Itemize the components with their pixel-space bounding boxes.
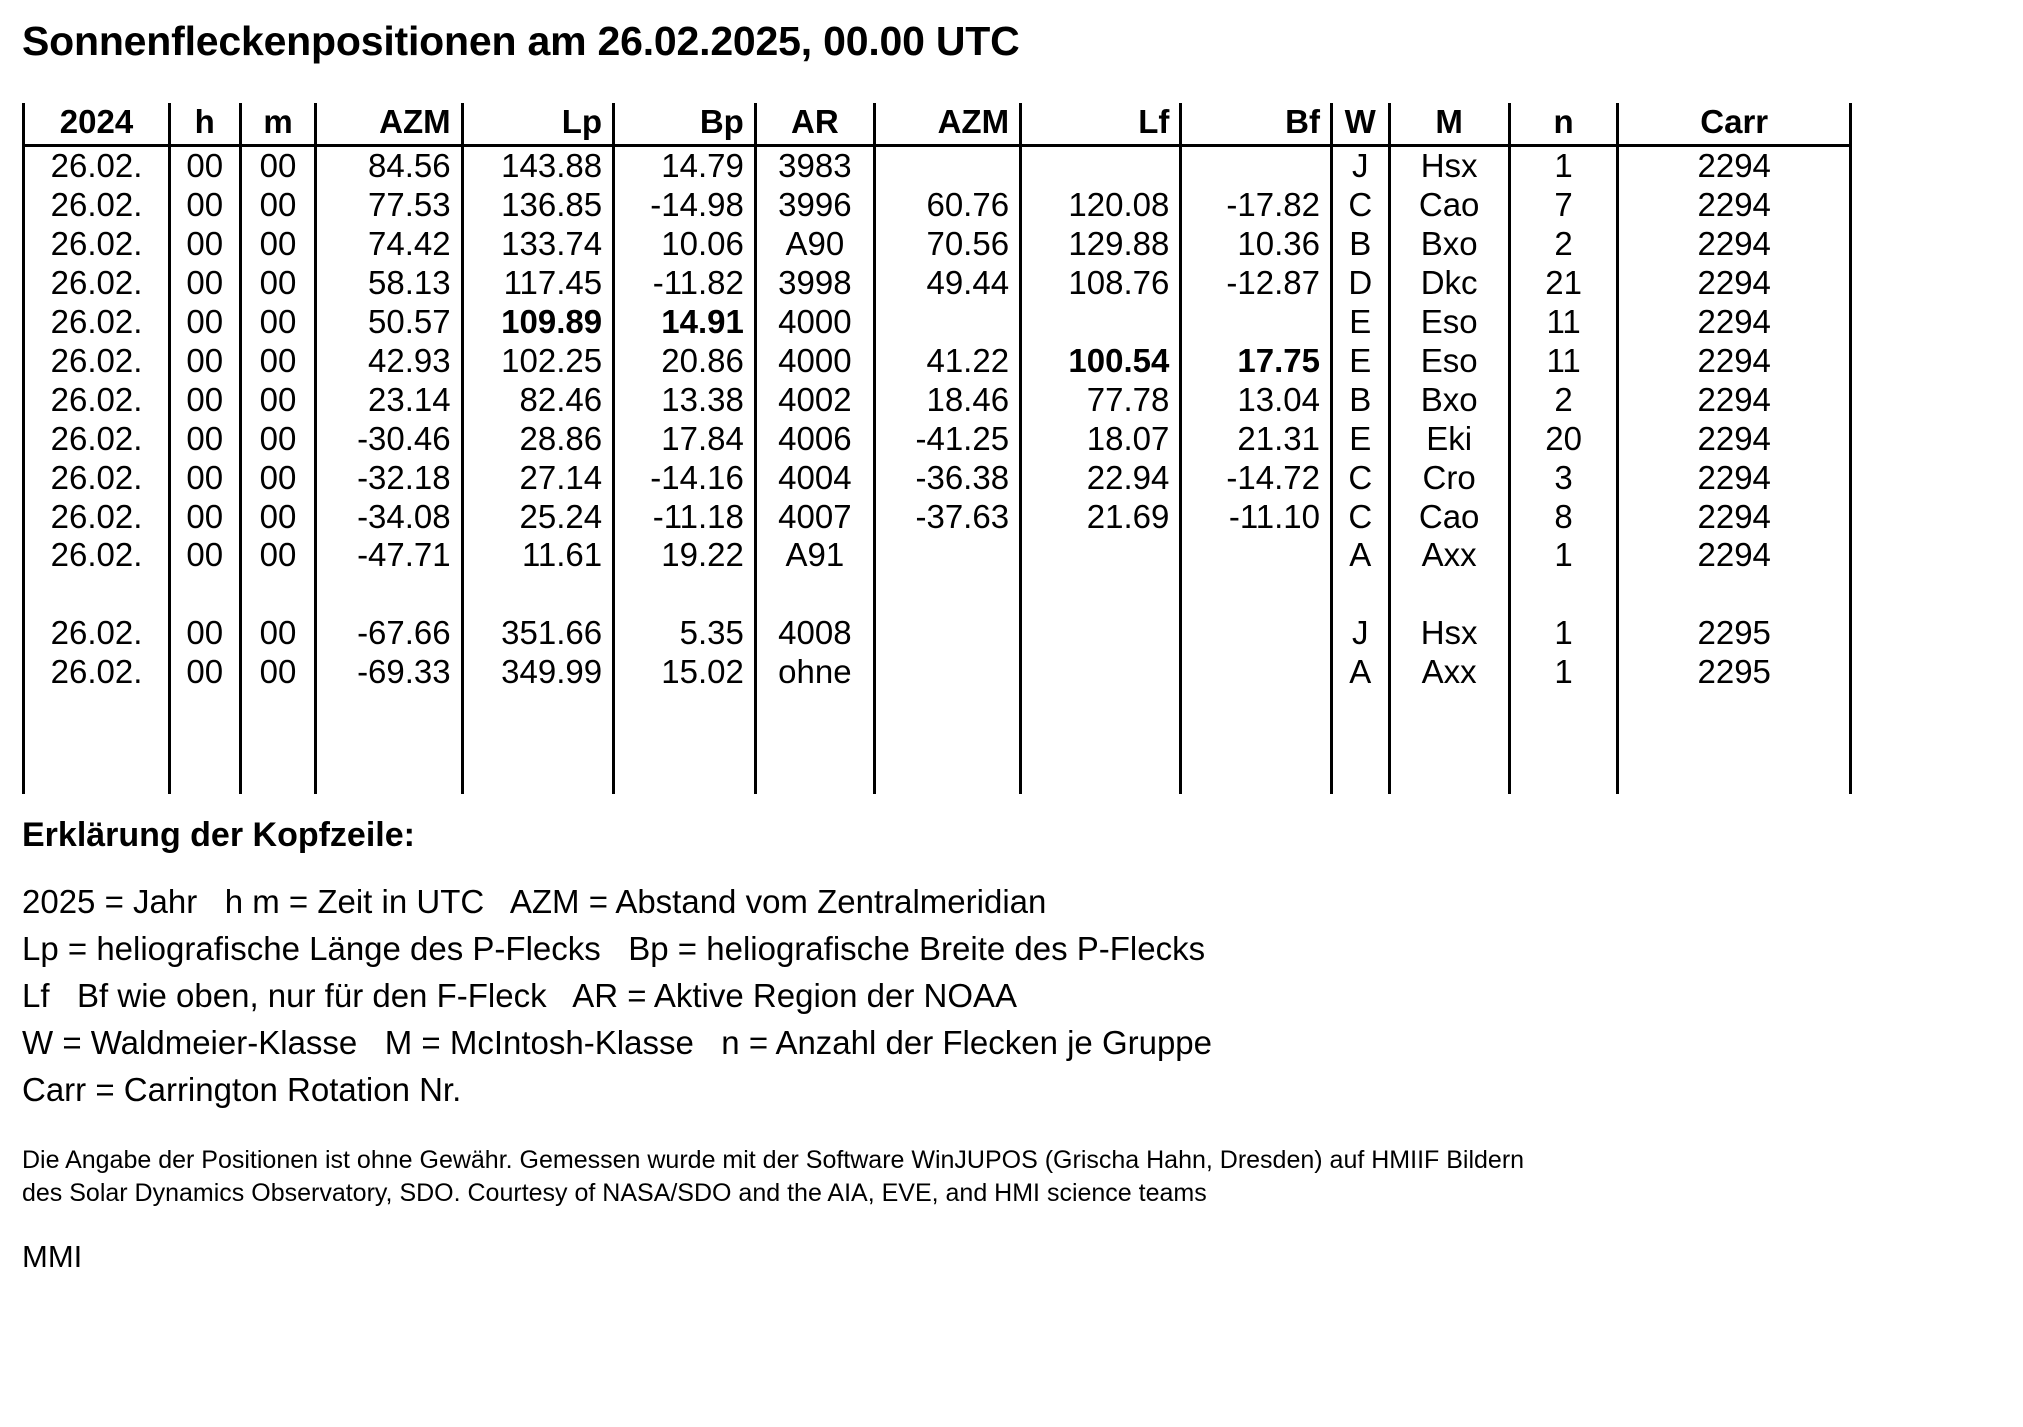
tail-cell	[462, 692, 613, 794]
table-row	[24, 536, 1851, 575]
cell-lp-4: 143.88	[462, 145, 613, 185]
cell-bf-9: -11.10	[1181, 498, 1332, 537]
cell-h-1: 00	[169, 225, 240, 264]
legend-line-5: Carr = Carrington Rotation Nr.	[22, 1070, 462, 1108]
cell-n-12: 8	[1509, 498, 1618, 537]
cell-m-11: Hsx	[1389, 614, 1509, 653]
cell-ar-6: 3996	[755, 186, 874, 225]
spacer-cell	[24, 575, 170, 614]
cell-n-12: 2	[1509, 381, 1618, 420]
cell-m-2: 00	[240, 145, 316, 185]
cell-bf-9	[1181, 536, 1332, 575]
cell-m-2: 00	[240, 614, 316, 653]
spacer-cell	[1021, 575, 1181, 614]
column-header-azm-7: AZM	[874, 103, 1020, 145]
cell-carr-13: 2294	[1618, 459, 1851, 498]
cell-m-11: Dkc	[1389, 264, 1509, 303]
cell-m-2: 00	[240, 536, 316, 575]
cell-bf-9: -17.82	[1181, 186, 1332, 225]
cell-n-12: 1	[1509, 653, 1618, 692]
cell-2024-0: 26.02.	[24, 459, 170, 498]
column-header-ar-6: AR	[755, 103, 874, 145]
cell-w-10: C	[1331, 459, 1389, 498]
cell-lf-8: 18.07	[1021, 420, 1181, 459]
cell-carr-13: 2294	[1618, 145, 1851, 185]
table-row	[24, 614, 1851, 653]
cell-lf-8: 108.76	[1021, 264, 1181, 303]
legend-heading: Erklärung der Kopfzeile:	[22, 816, 415, 855]
tail-cell	[24, 692, 170, 794]
cell-h-1: 00	[169, 498, 240, 537]
cell-w-10: C	[1331, 498, 1389, 537]
table-row	[24, 459, 1851, 498]
table-body	[24, 145, 1851, 794]
cell-2024-0: 26.02.	[24, 498, 170, 537]
cell-2024-0: 26.02.	[24, 145, 170, 185]
column-header-m-11: M	[1389, 103, 1509, 145]
cell-m-2: 00	[240, 498, 316, 537]
cell-bf-9	[1181, 653, 1332, 692]
spacer-cell	[1331, 575, 1389, 614]
cell-bp-5: 14.91	[614, 303, 756, 342]
cell-lf-8	[1021, 303, 1181, 342]
cell-lf-8: 22.94	[1021, 459, 1181, 498]
cell-azm-3: 42.93	[316, 342, 462, 381]
spacer-cell	[462, 575, 613, 614]
cell-bf-9: -12.87	[1181, 264, 1332, 303]
cell-w-10: C	[1331, 186, 1389, 225]
cell-h-1: 00	[169, 420, 240, 459]
cell-bf-9: 13.04	[1181, 381, 1332, 420]
cell-h-1: 00	[169, 342, 240, 381]
cell-ar-6: 4004	[755, 459, 874, 498]
signature: MMI	[22, 1238, 83, 1274]
cell-lf-8: 120.08	[1021, 186, 1181, 225]
cell-azm-7	[874, 303, 1020, 342]
cell-ar-6: 4000	[755, 303, 874, 342]
cell-azm-3: 23.14	[316, 381, 462, 420]
table-tail-row	[24, 692, 1851, 794]
tail-cell	[614, 692, 756, 794]
cell-m-2: 00	[240, 264, 316, 303]
cell-2024-0: 26.02.	[24, 225, 170, 264]
cell-h-1: 00	[169, 145, 240, 185]
cell-azm-3: -69.33	[316, 653, 462, 692]
cell-2024-0: 26.02.	[24, 264, 170, 303]
cell-carr-13: 2294	[1618, 342, 1851, 381]
cell-m-11: Bxo	[1389, 381, 1509, 420]
table-row	[24, 186, 1851, 225]
column-header-azm-3: AZM	[316, 103, 462, 145]
tail-cell	[1618, 692, 1851, 794]
tail-cell	[240, 692, 316, 794]
cell-lp-4: 117.45	[462, 264, 613, 303]
legend-line-3: Lf Bf wie oben, nur für den F-Fleck AR = Aktive Region der NOAA	[22, 977, 1018, 1015]
cell-azm-7: -41.25	[874, 420, 1020, 459]
tail-cell	[1021, 692, 1181, 794]
cell-ar-6: 4008	[755, 614, 874, 653]
legend-line-1: 2025 = Jahr h m = Zeit in UTC AZM = Abstand vom Zentralmeridian	[22, 883, 1047, 921]
column-header-w-10: W	[1331, 103, 1389, 145]
cell-azm-3: 77.53	[316, 186, 462, 225]
cell-h-1: 00	[169, 186, 240, 225]
cell-azm-7	[874, 536, 1020, 575]
sunspot-positions-table	[22, 103, 1852, 794]
cell-m-11: Eso	[1389, 342, 1509, 381]
cell-ar-6: 4006	[755, 420, 874, 459]
cell-h-1: 00	[169, 459, 240, 498]
cell-azm-3: -34.08	[316, 498, 462, 537]
cell-2024-0: 26.02.	[24, 653, 170, 692]
table-row	[24, 653, 1851, 692]
cell-lp-4: 136.85	[462, 186, 613, 225]
cell-m-11: Cao	[1389, 498, 1509, 537]
cell-bf-9	[1181, 303, 1332, 342]
cell-carr-13: 2294	[1618, 264, 1851, 303]
cell-azm-3: 50.57	[316, 303, 462, 342]
table-row	[24, 145, 1851, 185]
cell-azm-7: -37.63	[874, 498, 1020, 537]
spacer-cell	[1509, 575, 1618, 614]
cell-2024-0: 26.02.	[24, 381, 170, 420]
cell-lp-4: 351.66	[462, 614, 613, 653]
cell-2024-0: 26.02.	[24, 186, 170, 225]
column-header-bf-9: Bf	[1181, 103, 1332, 145]
cell-lp-4: 27.14	[462, 459, 613, 498]
cell-w-10: E	[1331, 420, 1389, 459]
cell-azm-7: 60.76	[874, 186, 1020, 225]
cell-2024-0: 26.02.	[24, 303, 170, 342]
cell-lf-8	[1021, 145, 1181, 185]
tail-cell	[1389, 692, 1509, 794]
cell-azm-3: 74.42	[316, 225, 462, 264]
table-row	[24, 264, 1851, 303]
cell-n-12: 11	[1509, 342, 1618, 381]
cell-ar-6: 3983	[755, 145, 874, 185]
cell-azm-7: 41.22	[874, 342, 1020, 381]
tail-cell	[755, 692, 874, 794]
legend-block	[22, 879, 2023, 1113]
cell-bf-9	[1181, 614, 1332, 653]
cell-m-11: Axx	[1389, 653, 1509, 692]
column-header-h-1: h	[169, 103, 240, 145]
cell-lp-4: 11.61	[462, 536, 613, 575]
column-header-m-2: m	[240, 103, 316, 145]
cell-m-11: Hsx	[1389, 145, 1509, 185]
cell-n-12: 20	[1509, 420, 1618, 459]
cell-w-10: D	[1331, 264, 1389, 303]
cell-azm-3: -67.66	[316, 614, 462, 653]
cell-m-11: Cao	[1389, 186, 1509, 225]
cell-2024-0: 26.02.	[24, 536, 170, 575]
cell-2024-0: 26.02.	[24, 342, 170, 381]
cell-ar-6: 4002	[755, 381, 874, 420]
cell-lp-4: 109.89	[462, 303, 613, 342]
cell-m-11: Eki	[1389, 420, 1509, 459]
cell-n-12: 11	[1509, 303, 1618, 342]
cell-azm-3: 84.56	[316, 145, 462, 185]
cell-m-2: 00	[240, 459, 316, 498]
cell-m-11: Cro	[1389, 459, 1509, 498]
spacer-cell	[316, 575, 462, 614]
cell-bp-5: 14.79	[614, 145, 756, 185]
cell-w-10: B	[1331, 381, 1389, 420]
table-row	[24, 381, 1851, 420]
cell-lf-8: 129.88	[1021, 225, 1181, 264]
page-title: Sonnenfleckenpositionen am 26.02.2025, 00.00 UTC	[22, 18, 1020, 64]
cell-azm-7: -36.38	[874, 459, 1020, 498]
tail-cell	[169, 692, 240, 794]
table-row	[24, 498, 1851, 537]
cell-azm-3: -32.18	[316, 459, 462, 498]
cell-n-12: 1	[1509, 614, 1618, 653]
table-header-row	[24, 103, 1851, 145]
cell-bp-5: 15.02	[614, 653, 756, 692]
cell-lp-4: 28.86	[462, 420, 613, 459]
cell-azm-7	[874, 614, 1020, 653]
cell-azm-3: -30.46	[316, 420, 462, 459]
cell-w-10: B	[1331, 225, 1389, 264]
cell-n-12: 21	[1509, 264, 1618, 303]
cell-n-12: 1	[1509, 145, 1618, 185]
cell-2024-0: 26.02.	[24, 614, 170, 653]
spacer-cell	[874, 575, 1020, 614]
cell-h-1: 00	[169, 614, 240, 653]
cell-carr-13: 2294	[1618, 186, 1851, 225]
cell-m-2: 00	[240, 303, 316, 342]
disclaimer-block	[22, 1144, 2023, 1211]
cell-bp-5: 20.86	[614, 342, 756, 381]
spacer-cell	[1181, 575, 1332, 614]
cell-m-11: Axx	[1389, 536, 1509, 575]
cell-n-12: 7	[1509, 186, 1618, 225]
cell-2024-0: 26.02.	[24, 420, 170, 459]
column-header-carr-13: Carr	[1618, 103, 1851, 145]
cell-carr-13: 2294	[1618, 225, 1851, 264]
table-row	[24, 420, 1851, 459]
cell-carr-13: 2294	[1618, 498, 1851, 537]
cell-m-2: 00	[240, 420, 316, 459]
tail-cell	[316, 692, 462, 794]
cell-w-10: A	[1331, 536, 1389, 575]
cell-h-1: 00	[169, 303, 240, 342]
cell-lf-8: 77.78	[1021, 381, 1181, 420]
cell-w-10: J	[1331, 614, 1389, 653]
cell-bp-5: 17.84	[614, 420, 756, 459]
tail-cell	[1181, 692, 1332, 794]
legend-line-2: Lp = heliografische Länge des P-Flecks Bp = heliografische Breite des P-Flecks	[22, 930, 1206, 968]
cell-lp-4: 25.24	[462, 498, 613, 537]
cell-bp-5: 13.38	[614, 381, 756, 420]
column-header-2024-0: 2024	[24, 103, 170, 145]
cell-ar-6: ohne	[755, 653, 874, 692]
cell-azm-7: 18.46	[874, 381, 1020, 420]
table-row	[24, 342, 1851, 381]
cell-ar-6: 3998	[755, 264, 874, 303]
cell-w-10: J	[1331, 145, 1389, 185]
legend-line-4: W = Waldmeier-Klasse M = McIntosh-Klasse n = Anzahl der Flecken je Gruppe	[22, 1023, 1213, 1061]
cell-azm-3: 58.13	[316, 264, 462, 303]
spacer-cell	[614, 575, 756, 614]
cell-carr-13: 2294	[1618, 381, 1851, 420]
cell-lf-8	[1021, 653, 1181, 692]
cell-lf-8: 21.69	[1021, 498, 1181, 537]
column-header-lf-8: Lf	[1021, 103, 1181, 145]
cell-lp-4: 133.74	[462, 225, 613, 264]
cell-lf-8	[1021, 614, 1181, 653]
cell-lp-4: 102.25	[462, 342, 613, 381]
cell-bp-5: 10.06	[614, 225, 756, 264]
cell-h-1: 00	[169, 264, 240, 303]
cell-bp-5: -11.18	[614, 498, 756, 537]
cell-ar-6: 4000	[755, 342, 874, 381]
cell-carr-13: 2294	[1618, 420, 1851, 459]
cell-lp-4: 82.46	[462, 381, 613, 420]
cell-bf-9: -14.72	[1181, 459, 1332, 498]
column-header-bp-5: Bp	[614, 103, 756, 145]
cell-n-12: 2	[1509, 225, 1618, 264]
cell-azm-7	[874, 653, 1020, 692]
spacer-cell	[240, 575, 316, 614]
cell-azm-7: 70.56	[874, 225, 1020, 264]
sunspot-table-container	[22, 103, 1852, 794]
cell-m-11: Bxo	[1389, 225, 1509, 264]
cell-azm-3: -47.71	[316, 536, 462, 575]
disclaimer-line-2: des Solar Dynamics Observatory, SDO. Courtesy of NASA/SDO and the AIA, EVE, and HMI science teams	[22, 1179, 1207, 1208]
cell-lp-4: 349.99	[462, 653, 613, 692]
cell-ar-6: A91	[755, 536, 874, 575]
spacer-cell	[1618, 575, 1851, 614]
cell-ar-6: 4007	[755, 498, 874, 537]
disclaimer-line-1: Die Angabe der Positionen ist ohne Gewähr. Gemessen wurde mit der Software WinJUPOS (Grischa Hahn, Dresden) auf HMIIF Bildern	[22, 1145, 1525, 1174]
column-header-lp-4: Lp	[462, 103, 613, 145]
cell-bf-9: 21.31	[1181, 420, 1332, 459]
cell-m-2: 00	[240, 381, 316, 420]
cell-n-12: 3	[1509, 459, 1618, 498]
cell-w-10: A	[1331, 653, 1389, 692]
cell-bp-5: -14.98	[614, 186, 756, 225]
table-spacer-row	[24, 575, 1851, 614]
cell-bf-9	[1181, 145, 1332, 185]
cell-m-2: 00	[240, 653, 316, 692]
cell-azm-7	[874, 145, 1020, 185]
cell-carr-13: 2295	[1618, 653, 1851, 692]
cell-azm-7: 49.44	[874, 264, 1020, 303]
cell-bp-5: -11.82	[614, 264, 756, 303]
cell-lf-8	[1021, 536, 1181, 575]
spacer-cell	[1389, 575, 1509, 614]
cell-bp-5: -14.16	[614, 459, 756, 498]
document-page	[0, 18, 2023, 1427]
tail-cell	[1331, 692, 1389, 794]
cell-m-2: 00	[240, 225, 316, 264]
tail-cell	[1509, 692, 1618, 794]
cell-carr-13: 2294	[1618, 536, 1851, 575]
cell-bp-5: 5.35	[614, 614, 756, 653]
cell-w-10: E	[1331, 303, 1389, 342]
cell-m-2: 00	[240, 342, 316, 381]
cell-carr-13: 2295	[1618, 614, 1851, 653]
cell-m-11: Eso	[1389, 303, 1509, 342]
cell-w-10: E	[1331, 342, 1389, 381]
cell-h-1: 00	[169, 653, 240, 692]
cell-ar-6: A90	[755, 225, 874, 264]
cell-carr-13: 2294	[1618, 303, 1851, 342]
cell-lf-8: 100.54	[1021, 342, 1181, 381]
cell-n-12: 1	[1509, 536, 1618, 575]
cell-bf-9: 17.75	[1181, 342, 1332, 381]
column-header-n-12: n	[1509, 103, 1618, 145]
table-row	[24, 303, 1851, 342]
cell-h-1: 00	[169, 536, 240, 575]
spacer-cell	[169, 575, 240, 614]
cell-m-2: 00	[240, 186, 316, 225]
cell-bp-5: 19.22	[614, 536, 756, 575]
spacer-cell	[755, 575, 874, 614]
table-row	[24, 225, 1851, 264]
cell-h-1: 00	[169, 381, 240, 420]
cell-bf-9: 10.36	[1181, 225, 1332, 264]
tail-cell	[874, 692, 1020, 794]
